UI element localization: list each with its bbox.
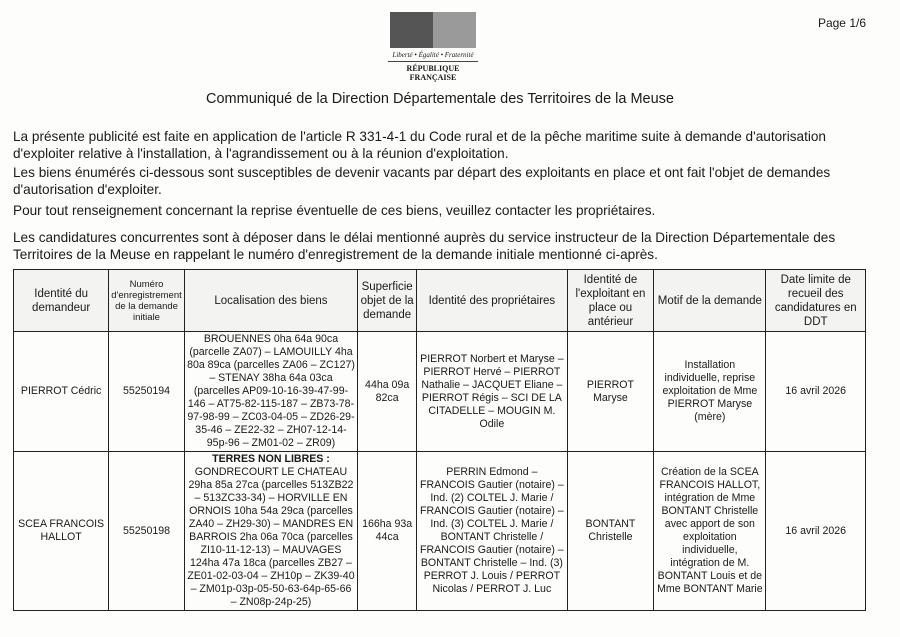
marianne-logo-icon [390, 12, 476, 48]
localisation-text: GONDRECOURT LE CHATEAU 29ha 85a 27ca (parcelles 513ZB22 – 513ZC33-34) – HORVILLE EN ORNOIS 10ha 54a 29ca (parcelles ZA40 – ZH29-30) – MANDRES EN BARROIS 2ha 06a 70ca (parcelles ZI10-11-12-13) – MAUVAGES 124ha 47a 18ca (parcelles ZB27 – ZE01-02-03-04 – ZH10p – ZK39-40 – ZM01p-03p-05-50-63-64p-65-66 – ZN08p-24p-25) [187, 466, 355, 608]
cell-motif: Installation individuelle, reprise exploitation de Mme PIERROT Maryse (mère) [654, 332, 766, 452]
header-exploitant: Identité de l'exploitant en place ou antérieur [567, 270, 654, 332]
header-numero: Numéro d'enregistrement de la demande initiale [109, 270, 184, 332]
cell-numero: 55250198 [109, 452, 184, 611]
logo-motto: Liberté • Égalité • Fraternité [392, 51, 474, 59]
cell-numero: 55250194 [109, 332, 184, 452]
republique-francaise-logo [388, 12, 478, 82]
cell-proprietaires: PERRIN Edmond – FRANCOIS Gautier (notaire) – Ind. (2) COLTEL J. Marie / FRANCOIS Gautier (notaire) – Ind. (3) COLTEL J. Marie / BONTANT Christelle / FRANCOIS Gautier (notaire) – BONTANT Christelle – Ind. (3) PERROT J. Louis / PERROT Nicolas / PERROT J. Luc [417, 452, 568, 611]
header-proprietaires: Identité des propriétaires [417, 270, 568, 332]
table-header-row [14, 270, 866, 332]
paragraph-contact: Pour tout renseignement concernant la reprise éventuelle de ces biens, veuillez contacter les propriétaires. [13, 203, 656, 218]
paragraph-intro: La présente publicité est faite en application de l'article R 331-4-1 du Code rural et de la pêche maritime suite à demande d'autorisation d'exploiter relative à l'installation, à l'agrandissement ou à la réunion d'exploitation. [13, 129, 826, 161]
cell-superficie: 44ha 09a 82ca [358, 332, 417, 452]
table-row [14, 332, 866, 452]
header-date: Date limite de recueil des candidatures en DDT [766, 270, 866, 332]
header-superficie: Superficie objet de la demande [358, 270, 417, 332]
paragraph-candidatures: Les candidatures concurrentes sont à déposer dans le délai mentionné auprès du service instructeur de la Direction Départementale des Territoires de la Meuse en rappelant le numéro d'enregistrement de la demande initiale mentionné ci-après. [13, 230, 836, 262]
paragraph-biens: Les biens énumérés ci-dessous sont susceptibles de devenir vacants par départ des exploitants en place et ont fait l'objet de demandes d'autorisation d'exploiter. [13, 165, 831, 197]
cell-proprietaires: PIERROT Norbert et Maryse – PIERROT Hervé – PIERROT Nathalie – JACQUET Eliane – PIERROT Régis – SCI DE LA CITADELLE – MOUGIN M. Odile [417, 332, 568, 452]
document-title: Communiqué de la Direction Départementale des Territoires de la Meuse [206, 91, 674, 107]
cell-date: 16 avril 2026 [766, 452, 866, 611]
logo-name: RÉPUBLIQUE FRANÇAISE [388, 61, 478, 82]
table-row [14, 452, 866, 611]
cell-motif: Création de la SCEA FRANCOIS HALLOT, intégration de Mme BONTANT Christelle avec apport de son exploitation individuelle, intégration de M. BONTANT Louis et de Mme BONTANT Marie [654, 452, 766, 611]
header-motif: Motif de la demande [654, 270, 766, 332]
cell-exploitant: PIERROT Maryse [567, 332, 654, 452]
header-demandeur: Identité du demandeur [14, 270, 109, 332]
demandes-table [13, 269, 866, 611]
cell-demandeur: SCEA FRANCOIS HALLOT [14, 452, 109, 611]
terres-non-libres-label: TERRES NON LIBRES : [212, 453, 330, 465]
cell-demandeur: PIERROT Cédric [14, 332, 109, 452]
page-number: Page 1/6 [817, 16, 866, 30]
cell-localisation [184, 452, 357, 611]
cell-localisation: BROUENNES 0ha 64a 90ca (parcelle ZA07) – LAMOUILLY 4ha 80a 89ca (parcelles ZA06 – ZC127) – STENAY 38ha 64a 03ca (parcelles AP09-10-16-39-47-99-146 – AT75-82-115-187 – ZB73-78-97-98-99 – ZC03-04-05 – ZD26-29-35-46 – ZE22-32 – ZH07-12-14-95p-96 – ZM01-02 – ZR09) [184, 332, 357, 452]
header-localisation: Localisation des biens [184, 270, 357, 332]
cell-exploitant: BONTANT Christelle [567, 452, 654, 611]
cell-superficie: 166ha 93a 44ca [358, 452, 417, 611]
cell-date: 16 avril 2026 [766, 332, 866, 452]
